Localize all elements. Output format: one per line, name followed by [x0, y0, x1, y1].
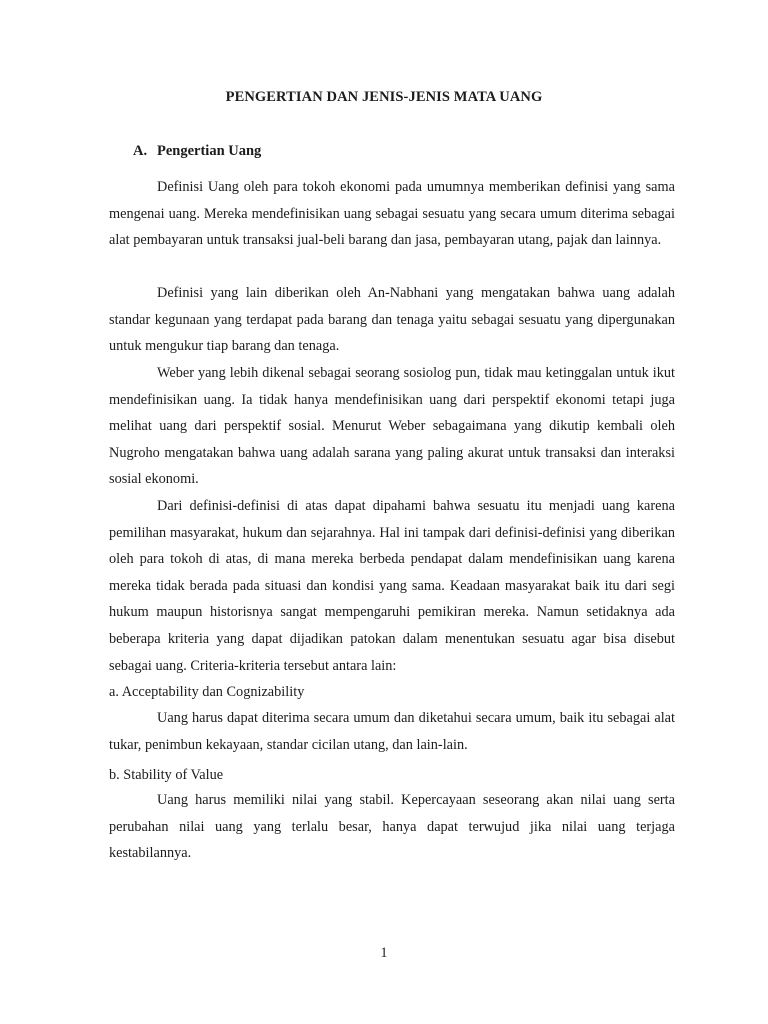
section-heading — [133, 143, 261, 160]
section-heading-text: Pengertian Uang — [157, 143, 262, 159]
section-marker: A. — [133, 143, 148, 159]
page-number: 1 — [380, 945, 388, 961]
criteria-text: Uang harus dapat diterima secara umum dan diketahui secara umum, baik itu sebagai alat tukar, penimbun kekayaan, standar cicilan utang, dan lain-lain. — [109, 710, 675, 753]
paragraph: Definisi Uang oleh para tokoh ekonomi pada umumnya memberikan definisi yang sama mengenai uang. Mereka mendefinisikan uang sebagai sesuatu yang secara umum diterima sebagai alat pembayaran untuk transaksi jual-beli barang dan jasa, pembayaran utang, pajak dan lainnya. — [109, 179, 675, 249]
criteria-label: b. Stability of Value — [109, 767, 224, 783]
paragraph: Definisi yang lain diberikan oleh An-Nabhani yang mengatakan bahwa uang adalah standar kegunaan yang terdapat pada barang dan tenaga yaitu sebagai sesuatu yang dipergunakan untuk mengukur tiap barang dan tenaga. — [109, 285, 675, 355]
page-title: PENGERTIAN DAN JENIS-JENIS MATA UANG — [225, 89, 543, 105]
criteria-text: Uang harus memiliki nilai yang stabil. Kepercayaan seseorang akan nilai uang serta perubahan nilai uang yang terlalu besar, hanya dapat terwujud jika nilai uang terjaga kestabilannya. — [109, 792, 675, 862]
criteria-label: a. Acceptability dan Cognizability — [109, 684, 305, 700]
paragraph: Weber yang lebih dikenal sebagai seorang sosiolog pun, tidak mau ketinggalan untuk ikut mendefinisikan uang. Ia tidak hanya mendefinisikan uang dari perspektif ekonomi tetapi juga melihat uang dari perspektif sosial. Menurut Weber sebagaimana yang dikutip kembali oleh Nugroho mengatakan bahwa uang adalah sarana yang paling akurat untuk transaksi dan interaksi sosial ekonomi. — [109, 365, 675, 488]
paragraph: Dari definisi-definisi di atas dapat dipahami bahwa sesuatu itu menjadi uang karena pemilihan masyarakat, hukum dan sejarahnya. Hal ini tampak dari definisi-definisi yang diberikan oleh para tokoh di atas, di mana mereka berbeda pendapat dalam mendefinisikan uang karena mereka tidak berada pada situasi dan kondisi yang sama. Keadaan masyarakat baik itu dari segi hukum maupun historisnya sangat mempengaruhi pemikiran mereka. Namun setidaknya ada beberapa kriteria yang dapat dijadikan patokan dalam menentukan sesuatu agar bisa disebut sebagai uang. Criteria-kriteria tersebut antara lain: — [109, 498, 675, 674]
